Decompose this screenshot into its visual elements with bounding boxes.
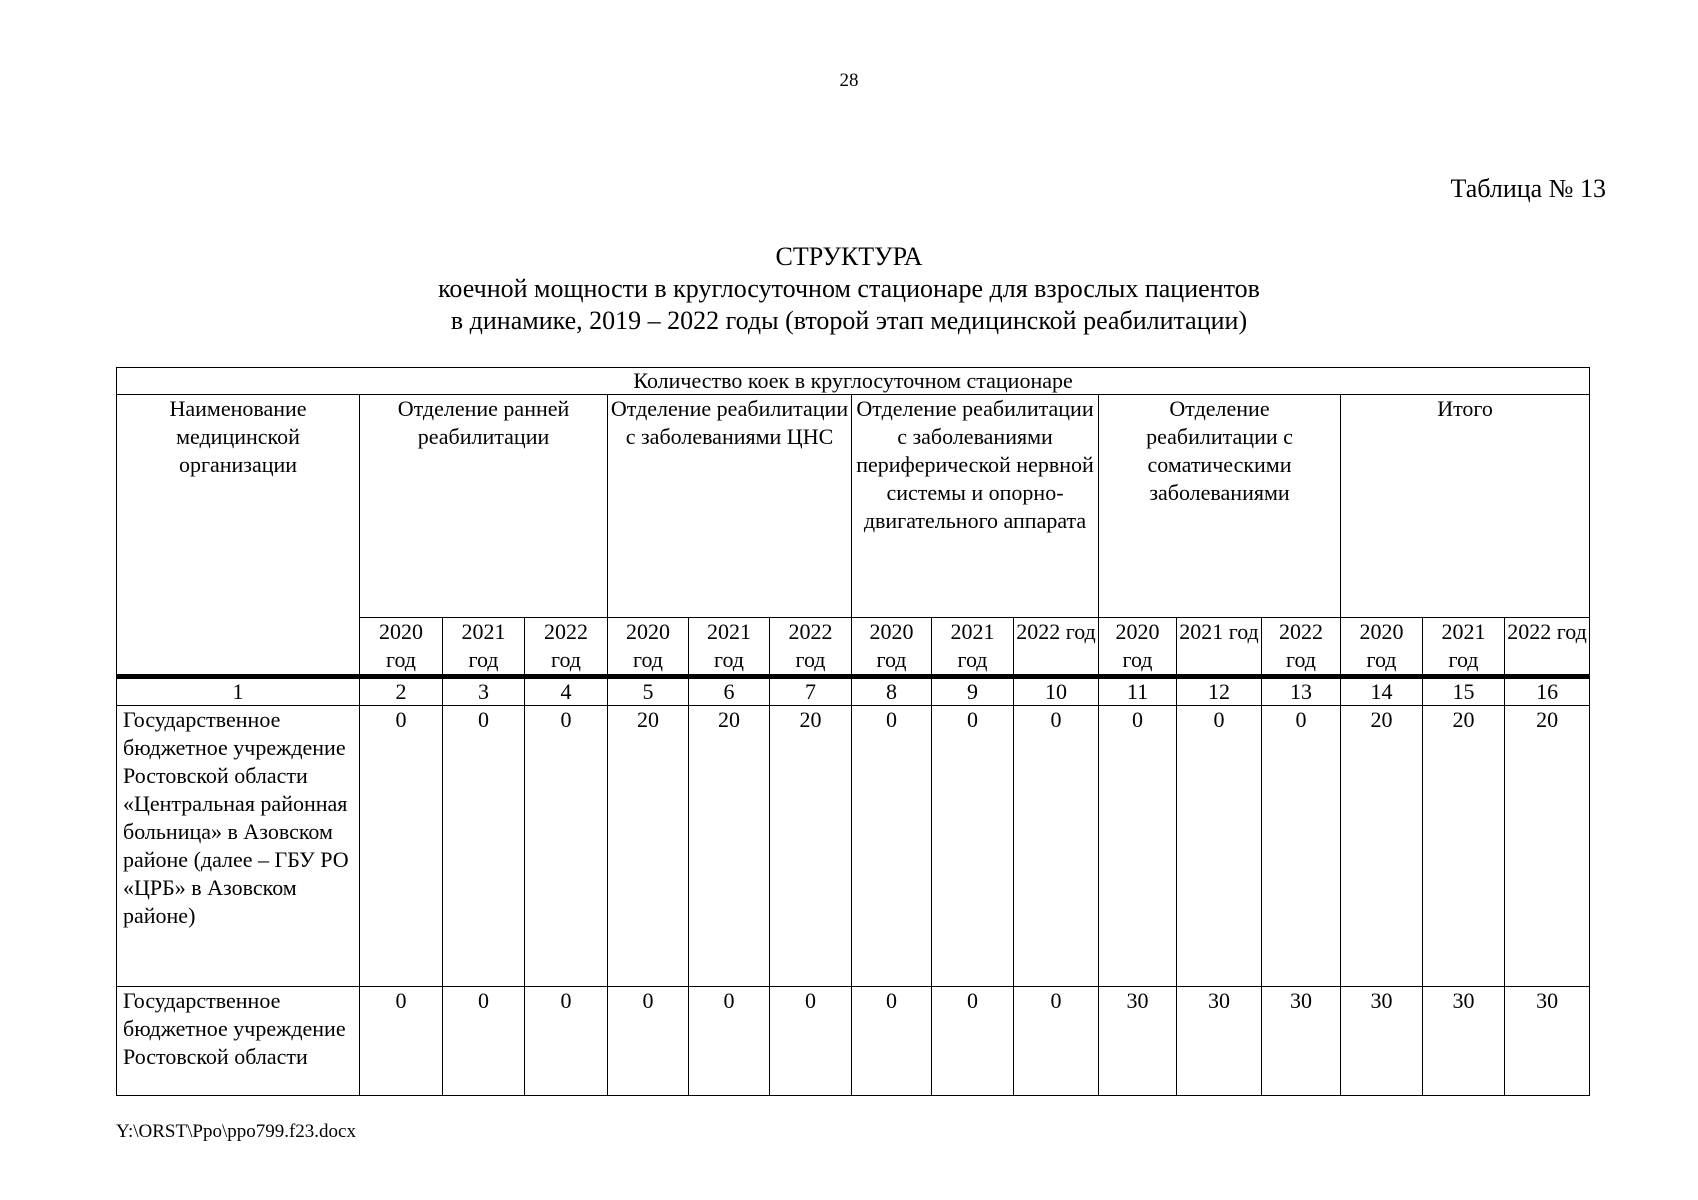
title-block [0,241,1698,337]
value-cell: 0 [689,987,770,1096]
value-cell: 0 [1177,706,1262,987]
org-name-cell: Государственное бюджетное учреждение Ростовской области [117,987,360,1096]
value-cell: 0 [443,706,525,987]
value-cell: 20 [608,706,689,987]
value-cell: 0 [770,987,852,1096]
value-cell: 0 [525,706,608,987]
title-line-2: коечной мощности в круглосуточном стационаре для взрослых пациентов [438,274,1260,303]
year-header-cell: 2022 год [1262,618,1341,677]
column-number-cell: 5 [608,677,689,706]
group-header-cns-rehab: Отделение реабилитации с заболеваниями ЦНС [608,395,852,618]
year-header-cell: 2022 год [1014,618,1099,677]
value-cell: 30 [1262,987,1341,1096]
value-cell: 30 [1099,987,1177,1096]
title-main: СТРУКТУРА [775,242,923,271]
value-cell: 0 [932,706,1014,987]
year-header-cell: 2022 год [1505,618,1590,677]
bed-capacity-table [116,367,1590,1096]
column-number-cell: 2 [360,677,443,706]
column-number-cell: 14 [1341,677,1423,706]
value-cell: 30 [1423,987,1505,1096]
year-header-cell: 2020 год [1099,618,1177,677]
top-header-cell: Количество коек в круглосуточном стационаре [117,368,1590,395]
column-number-cell: 7 [770,677,852,706]
table-row [117,987,1590,1096]
year-header-cell: 2020 год [608,618,689,677]
value-cell: 0 [852,987,932,1096]
footer-file-path: Y:\ORST\Ppo\ppo799.f23.docx [116,1121,356,1142]
year-header-cell: 2022 год [525,618,608,677]
group-header-early-rehab: Отделение ранней реабилитации [360,395,608,618]
column-number-cell: 13 [1262,677,1341,706]
column-number-cell: 12 [1177,677,1262,706]
value-cell: 0 [1262,706,1341,987]
title-line-3: в динамике, 2019 – 2022 годы (второй этап медицинской реабилитации) [450,306,1248,335]
column-number-cell: 4 [525,677,608,706]
value-cell: 0 [1099,706,1177,987]
column-number-cell: 1 [117,677,360,706]
column-number-cell: 6 [689,677,770,706]
value-cell: 0 [932,987,1014,1096]
group-header-somatic-rehab: Отделение реабилитации с соматическими заболеваниями [1099,395,1341,618]
value-cell: 20 [770,706,852,987]
value-cell: 0 [1014,706,1099,987]
year-header-cell: 2022 год [770,618,852,677]
year-header-cell: 2020 год [1341,618,1423,677]
group-header-total: Итого [1341,395,1590,618]
value-cell: 0 [443,987,525,1096]
value-cell: 20 [1341,706,1423,987]
year-header-cell: 2021 год [689,618,770,677]
column-number-cell: 11 [1099,677,1177,706]
year-header-cell: 2021 год [932,618,1014,677]
org-header-cell: Наименование медицинской организации [117,395,360,677]
table-label: Таблица № 13 [1450,174,1606,203]
value-cell: 30 [1505,987,1590,1096]
org-name-cell: Государственное бюджетное учреждение Ростовской области «Центральная районная больница» в Азовском районе (далее – ГБУ РО «ЦРБ» в Азовском районе) [117,706,360,987]
year-header-cell: 2020 год [360,618,443,677]
column-number-cell: 15 [1423,677,1505,706]
value-cell: 0 [360,706,443,987]
value-cell: 0 [525,987,608,1096]
year-header-cell: 2020 год [852,618,932,677]
year-header-cell: 2021 год [1177,618,1262,677]
value-cell: 20 [1505,706,1590,987]
value-cell: 0 [1014,987,1099,1096]
value-cell: 0 [852,706,932,987]
column-number-cell: 3 [443,677,525,706]
column-number-cell: 10 [1014,677,1099,706]
value-cell: 0 [360,987,443,1096]
column-number-cell: 16 [1505,677,1590,706]
year-header-cell: 2021 год [443,618,525,677]
group-header-pns-rehab: Отделение реабилитации с заболеваниями периферической нервной системы и опорно-двигательного аппарата [852,395,1099,618]
column-number-cell: 9 [932,677,1014,706]
column-number-cell: 8 [852,677,932,706]
value-cell: 20 [689,706,770,987]
value-cell: 30 [1341,987,1423,1096]
year-header-cell: 2021 год [1423,618,1505,677]
value-cell: 20 [1423,706,1505,987]
table-row [117,706,1590,987]
value-cell: 0 [608,987,689,1096]
value-cell: 30 [1177,987,1262,1096]
page-number: 28 [839,70,859,91]
